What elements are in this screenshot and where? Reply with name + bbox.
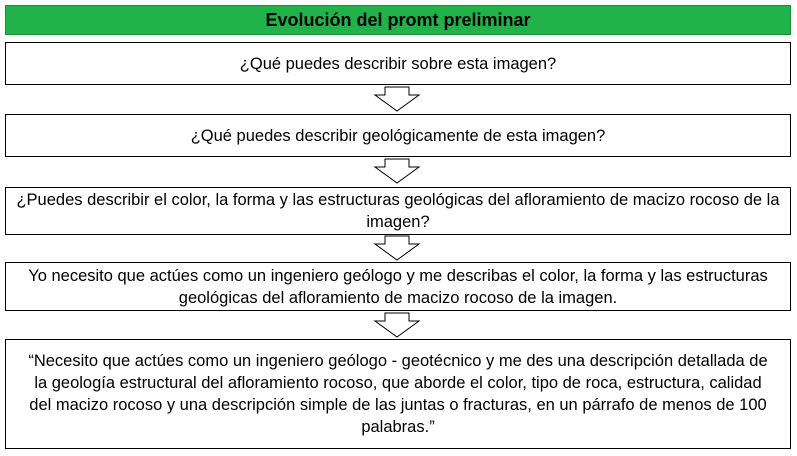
step-text-4: Yo necesito que actúes como un ingeniero geólogo y me describas el color, la forma y las estructuras geológicas del afloramiento de macizo rocoso de la imagen. [28,266,768,307]
step-box-4 [5,262,791,311]
step-box-1 [5,42,791,85]
step-box-2 [5,114,791,157]
step-text-5: “Necesito que actúes como un ingeniero geólogo - geotécnico y me des una descripción detallada de la geología estructural del afloramiento rocoso, que aborde el color, tipo de roca, estructura, calidad del macizo rocoso y una descripción simple de las juntas o fracturas, en un párrafo de menos de 100 palabras.” [28,352,768,436]
step-text-1: ¿Qué puedes describir sobre esta imagen? [239,54,557,73]
down-arrow-icon [375,236,419,260]
diagram-title: Evolución del promt preliminar [5,5,791,35]
down-arrow-icon [375,313,419,337]
down-arrow-icon [375,159,419,183]
step-text-2: ¿Qué puedes describir geológicamente de esta imagen? [190,126,606,145]
step-text-3: ¿Puedes describir el color, la forma y las estructuras geológicas del afloramiento de macizo rocoso de la imagen? [16,191,780,231]
down-arrow-icon [375,87,419,111]
step-box-3 [5,187,791,235]
step-box-5 [5,339,791,449]
